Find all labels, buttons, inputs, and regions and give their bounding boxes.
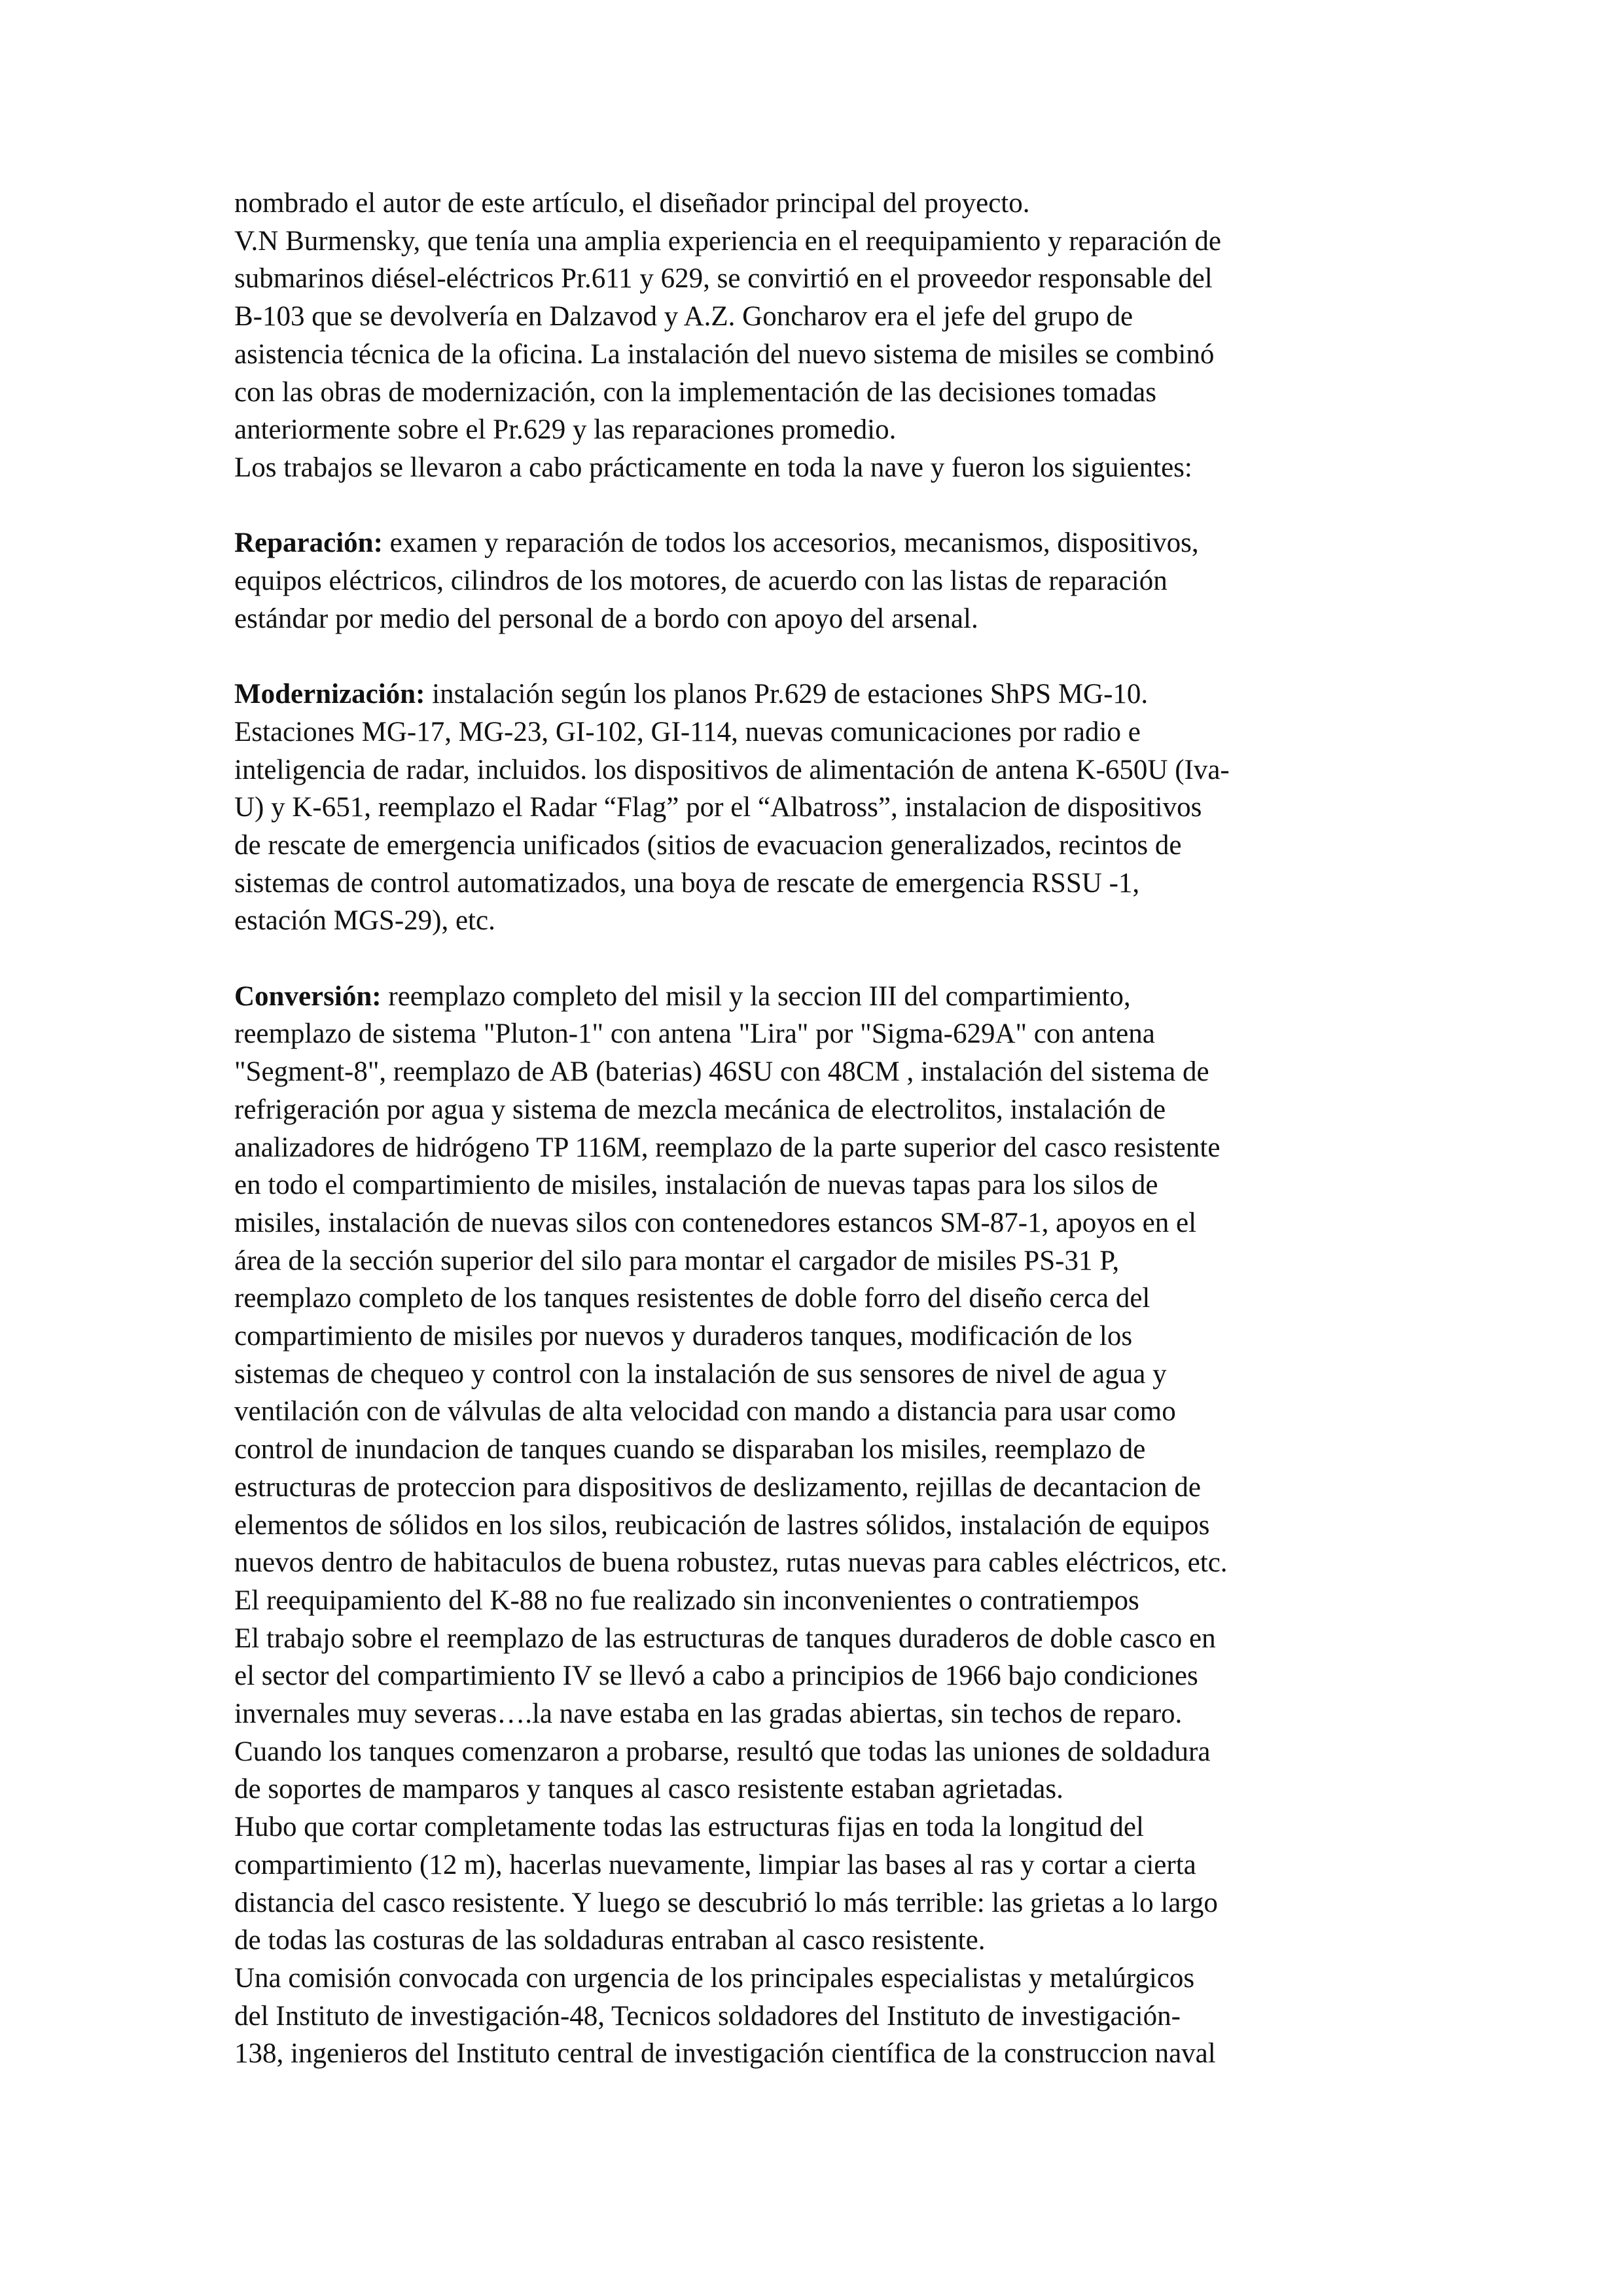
text-line: V.N Burmensky, que tenía una amplia experiencia en el reequipamiento y reparación de xyxy=(234,225,1222,257)
text-line: con las obras de modernización, con la implementación de las decisiones tomadas xyxy=(234,376,1156,408)
text-line: Cuando los tanques comenzaron a probarse, resultó que todas las uniones de soldadura xyxy=(234,1736,1211,1767)
text-line: El reequipamiento del K-88 no fue realizado sin inconvenientes o contratiempos xyxy=(234,1585,1139,1616)
text-line: Los trabajos se llevaron a cabo prácticamente en toda la nave y fueron los siguientes: xyxy=(234,452,1192,483)
section-heading-conversion: Conversión: xyxy=(234,980,382,1012)
text-line: reemplazo de sistema "Pluton-1" con antena "Lira" por "Sigma-629A" con antena xyxy=(234,1018,1155,1050)
text-line: refrigeración por agua y sistema de mezcla mecánica de electrolitos, instalación de xyxy=(234,1094,1166,1125)
text-line: de soportes de mamparos y tanques al casco resistente estaban agrietadas. xyxy=(234,1774,1063,1805)
text-line: anteriormente sobre el Pr.629 y las reparaciones promedio. xyxy=(234,414,897,446)
text-line: Una comisión convocada con urgencia de los principales especialistas y metalúrgicos xyxy=(234,1963,1195,1994)
paragraph-gap xyxy=(234,487,1409,525)
text-line: en todo el compartimiento de misiles, instalación de nuevas tapas para los silos de xyxy=(234,1170,1158,1201)
text-line: control de inundacion de tanques cuando se disparaban los misiles, reemplazo de xyxy=(234,1434,1146,1465)
section-heading-reparacion: Reparación: xyxy=(234,528,383,559)
text-line: U) y K-651, reemplazo el Radar “Flag” por el “Albatross”, instalacion de dispositivos xyxy=(234,792,1202,823)
text-line: 138, ingenieros del Instituto central de investigación científica de la construccion naval xyxy=(234,2038,1216,2070)
section-first-line xyxy=(234,675,1409,713)
text-line: nombrado el autor de este artículo, el diseñador principal del proyecto. xyxy=(234,188,1030,219)
text-line: elementos de sólidos en los silos, reubicación de lastres sólidos, instalación de equipos xyxy=(234,1509,1210,1541)
text-line: submarinos diésel-eléctricos Pr.611 y 629, se convirtió en el proveedor responsable del xyxy=(234,263,1213,295)
text-line: compartimiento de misiles por nuevos y duraderos tanques, modificación de los xyxy=(234,1321,1133,1352)
text-line: sistemas de chequeo y control con la instalación de sus sensores de nivel de agua y xyxy=(234,1358,1167,1390)
text-line: estándar por medio del personal de a bordo con apoyo del arsenal. xyxy=(234,603,978,634)
document-text xyxy=(234,185,1409,2073)
text-line: misiles, instalación de nuevas silos con contenedores estancos SM-87-1, apoyos en el xyxy=(234,1207,1197,1238)
text-line-fragment: instalación según los planos Pr.629 de estaciones ShPS MG-10. xyxy=(425,679,1149,710)
paragraph-gap xyxy=(234,637,1409,675)
text-line: analizadores de hidrógeno TP 116M, reemplazo de la parte superior del casco resistente xyxy=(234,1132,1221,1163)
section-heading-modernizacion: Modernización: xyxy=(234,679,425,710)
text-line: del Instituto de investigación-48, Tecnicos soldadores del Instituto de investigación- xyxy=(234,2000,1181,2032)
text-line: Hubo que cortar completamente todas las estructuras fijas en toda la longitud del xyxy=(234,1812,1144,1843)
text-line: asistencia técnica de la oficina. La instalación del nuevo sistema de misiles se combinó xyxy=(234,338,1215,370)
text-line: equipos eléctricos, cilindros de los motores, de acuerdo con las listas de reparación xyxy=(234,565,1168,597)
text-line: estación MGS-29), etc. xyxy=(234,905,495,937)
text-line: sistemas de control automatizados, una boya de rescate de emergencia RSSU -1, xyxy=(234,867,1140,899)
text-line: El trabajo sobre el reemplazo de las estructuras de tanques duraderos de doble casco en xyxy=(234,1623,1216,1654)
text-line: estructuras de proteccion para dispositivos de deslizamento, rejillas de decantacion de xyxy=(234,1471,1201,1503)
text-line: inteligencia de radar, incluidos. los dispositivos de alimentación de antena K-650U (Iva- xyxy=(234,754,1230,785)
section-first-line xyxy=(234,978,1409,1016)
section-first-line xyxy=(234,524,1409,562)
text-line-fragment: examen y reparación de todos los accesorios, mecanismos, dispositivos, xyxy=(382,528,1199,559)
text-line: área de la sección superior del silo para montar el cargador de misiles PS-31 P, xyxy=(234,1245,1120,1276)
paragraph-gap xyxy=(234,940,1409,978)
text-line: nuevos dentro de habitaculos de buena robustez, rutas nuevas para cables eléctricos, etc. xyxy=(234,1547,1228,1579)
text-line: Estaciones MG-17, MG-23, GI-102, GI-114, nuevas comunicaciones por radio e xyxy=(234,716,1141,747)
text-line: compartimiento (12 m), hacerlas nuevamente, limpiar las bases al ras y cortar a cierta xyxy=(234,1849,1196,1880)
text-line: ventilación con de válvulas de alta velocidad con mando a distancia para usar como xyxy=(234,1396,1176,1427)
text-line: de rescate de emergencia unificados (sitios de evacuacion generalizados, recintos de xyxy=(234,829,1182,861)
text-line: el sector del compartimiento IV se llevó a cabo a principios de 1966 bajo condiciones xyxy=(234,1660,1198,1692)
text-line: reemplazo completo de los tanques resistentes de doble forro del diseño cerca del xyxy=(234,1283,1150,1314)
text-line: distancia del casco resistente. Y luego se descubrió lo más terrible: las grietas a lo largo xyxy=(234,1887,1218,1918)
text-line: "Segment-8", reemplazo de AB (baterias) 46SU con 48CM , instalación del sistema de xyxy=(234,1056,1209,1088)
text-line: invernales muy severas….la nave estaba en las gradas abiertas, sin techos de reparo. xyxy=(234,1698,1183,1730)
text-line-fragment: reemplazo completo del misil y la seccion III del compartimiento, xyxy=(381,980,1131,1012)
text-line: de todas las costuras de las soldaduras entraban al casco resistente. xyxy=(234,1925,986,1956)
text-line: B-103 que se devolvería en Dalzavod y A.Z. Goncharov era el jefe del grupo de xyxy=(234,301,1133,332)
